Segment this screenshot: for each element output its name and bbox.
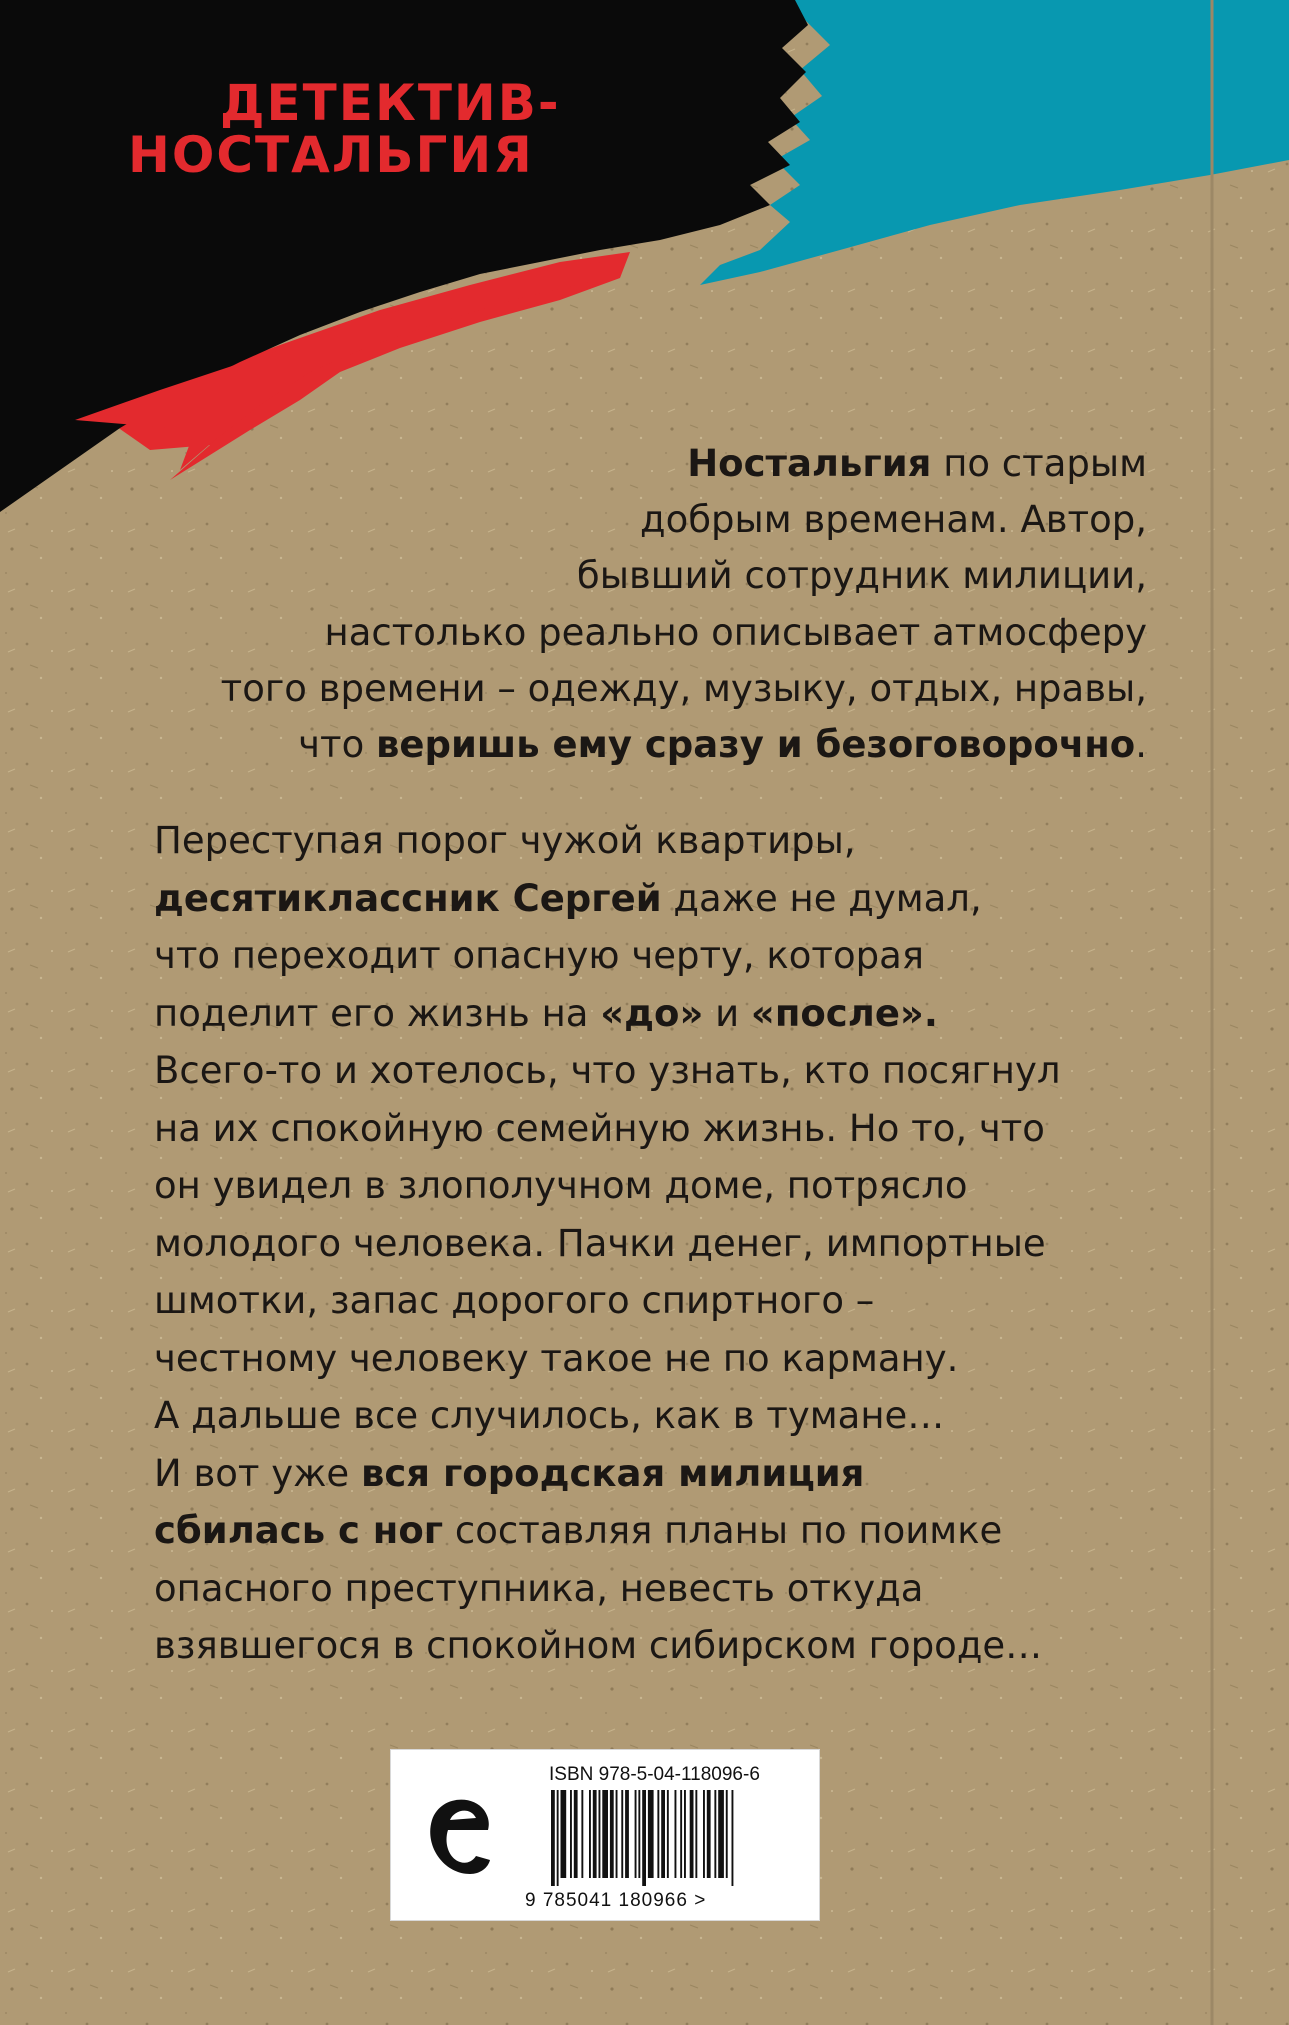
barcode-bar bbox=[714, 1790, 716, 1878]
intro-line: того времени – одежду, музыку, отдых, нравы, bbox=[220, 666, 1147, 710]
annotation-line: поделит его жизнь на «до» и «после». bbox=[154, 991, 938, 1035]
barcode-bar bbox=[570, 1790, 572, 1878]
annotation-bold: «после» bbox=[750, 991, 924, 1035]
barcode-bar bbox=[621, 1790, 623, 1878]
annotation-line: что переходит опасную черту, которая bbox=[154, 934, 925, 978]
annotation-bold: десятиклассник Сергей bbox=[154, 876, 662, 920]
annotation-bold: «до» bbox=[600, 991, 704, 1035]
barcode-bar bbox=[707, 1790, 711, 1878]
barcode-bar bbox=[593, 1790, 597, 1878]
series-title bbox=[128, 74, 561, 184]
series-title-line1: ДЕТЕКТИВ- bbox=[220, 74, 561, 132]
barcode-bar bbox=[625, 1790, 629, 1878]
annotation-text: поделит его жизнь на bbox=[154, 991, 601, 1035]
intro-line: настолько реально описывает атмосферу bbox=[324, 610, 1147, 654]
intro-line: что веришь ему сразу и безоговорочно. bbox=[298, 723, 1147, 767]
barcode-bar bbox=[695, 1790, 697, 1878]
isbn-barcode-block bbox=[390, 1749, 820, 1921]
eksmo-logo-icon bbox=[426, 1790, 492, 1878]
annotation-bold: вся городская милиция bbox=[360, 1451, 865, 1495]
barcode-bar bbox=[657, 1790, 659, 1878]
barcode-bar bbox=[561, 1790, 567, 1878]
annotation-line: молодого человека. Пачки денег, импортные bbox=[154, 1221, 1046, 1265]
annotation-line: на их спокойную семейную жизнь. Но то, что bbox=[154, 1106, 1045, 1150]
annotation-bold: сбилась с ног bbox=[154, 1509, 444, 1553]
barcode bbox=[549, 1790, 797, 1886]
barcode-bar bbox=[642, 1790, 646, 1886]
barcode-bar bbox=[726, 1790, 728, 1878]
series-title-line2: НОСТАЛЬГИЯ bbox=[128, 126, 534, 184]
annotation-line: А дальше все случилось, как в тумане… bbox=[154, 1394, 945, 1438]
annotation-line: он увидел в злополучном доме, потрясло bbox=[154, 1164, 968, 1208]
intro-line: бывший сотрудник милиции, bbox=[576, 554, 1147, 598]
barcode-bar bbox=[557, 1790, 559, 1886]
barcode-bar bbox=[589, 1790, 591, 1878]
barcode-bar bbox=[574, 1790, 578, 1878]
annotation-text: составляя планы по поимке bbox=[443, 1509, 1003, 1553]
barcode-bar bbox=[581, 1790, 583, 1878]
annotation-text: И вот уже bbox=[154, 1451, 361, 1495]
annotation-line: честному человеку такое не по карману. bbox=[154, 1336, 959, 1380]
barcode-bar bbox=[680, 1790, 682, 1878]
annotation-line: Всего-то и хотелось, что узнать, кто посягнул bbox=[154, 1049, 1061, 1093]
barcode-bar bbox=[718, 1790, 724, 1878]
annotation-line bbox=[154, 1502, 1154, 1560]
isbn-number: ISBN 978-5-04-118096-6 bbox=[549, 1764, 760, 1785]
barcode-bar bbox=[638, 1790, 640, 1878]
barcode-bar bbox=[610, 1790, 614, 1878]
barcode-bar bbox=[690, 1790, 694, 1878]
barcode-bar bbox=[635, 1790, 637, 1878]
annotation-paragraph bbox=[154, 812, 1154, 1675]
intro-line: добрым временам. Автор, bbox=[640, 498, 1147, 542]
barcode-bar bbox=[684, 1790, 686, 1878]
intro-text: по старым bbox=[931, 442, 1147, 485]
annotation-text: и bbox=[703, 991, 751, 1035]
intro-bold: Ностальгия bbox=[687, 442, 932, 485]
intro-bold: веришь ему сразу и безоговорочно bbox=[375, 723, 1136, 767]
barcode-bar bbox=[616, 1790, 618, 1878]
barcode-bar bbox=[551, 1790, 555, 1886]
barcode-bar bbox=[667, 1790, 669, 1878]
barcode-bar bbox=[648, 1790, 654, 1878]
intro-line bbox=[107, 436, 1147, 492]
annotation-line: Переступая порог чужой квартиры, bbox=[154, 819, 856, 862]
annotation-line: взявшегося в спокойном сибирском городе… bbox=[154, 1624, 1043, 1668]
annotation-text: даже не думал, bbox=[661, 876, 982, 920]
annotation-line bbox=[154, 1445, 1154, 1503]
intro-text: что bbox=[298, 723, 376, 767]
intro-paragraph bbox=[107, 436, 1147, 773]
barcode-bar bbox=[703, 1790, 705, 1878]
annotation-line: шмотки, запас дорогого спиртного – bbox=[154, 1279, 875, 1323]
barcode-bar bbox=[675, 1790, 677, 1878]
barcode-digits: 9 785041 180966 > bbox=[525, 1890, 707, 1911]
annotation-line bbox=[154, 870, 1154, 928]
barcode-bar bbox=[732, 1790, 734, 1886]
barcode-bar bbox=[599, 1790, 601, 1878]
barcode-bar bbox=[602, 1790, 608, 1878]
annotation-line: опасного преступника, невесть откуда bbox=[154, 1566, 924, 1610]
barcode-bar bbox=[661, 1790, 665, 1878]
